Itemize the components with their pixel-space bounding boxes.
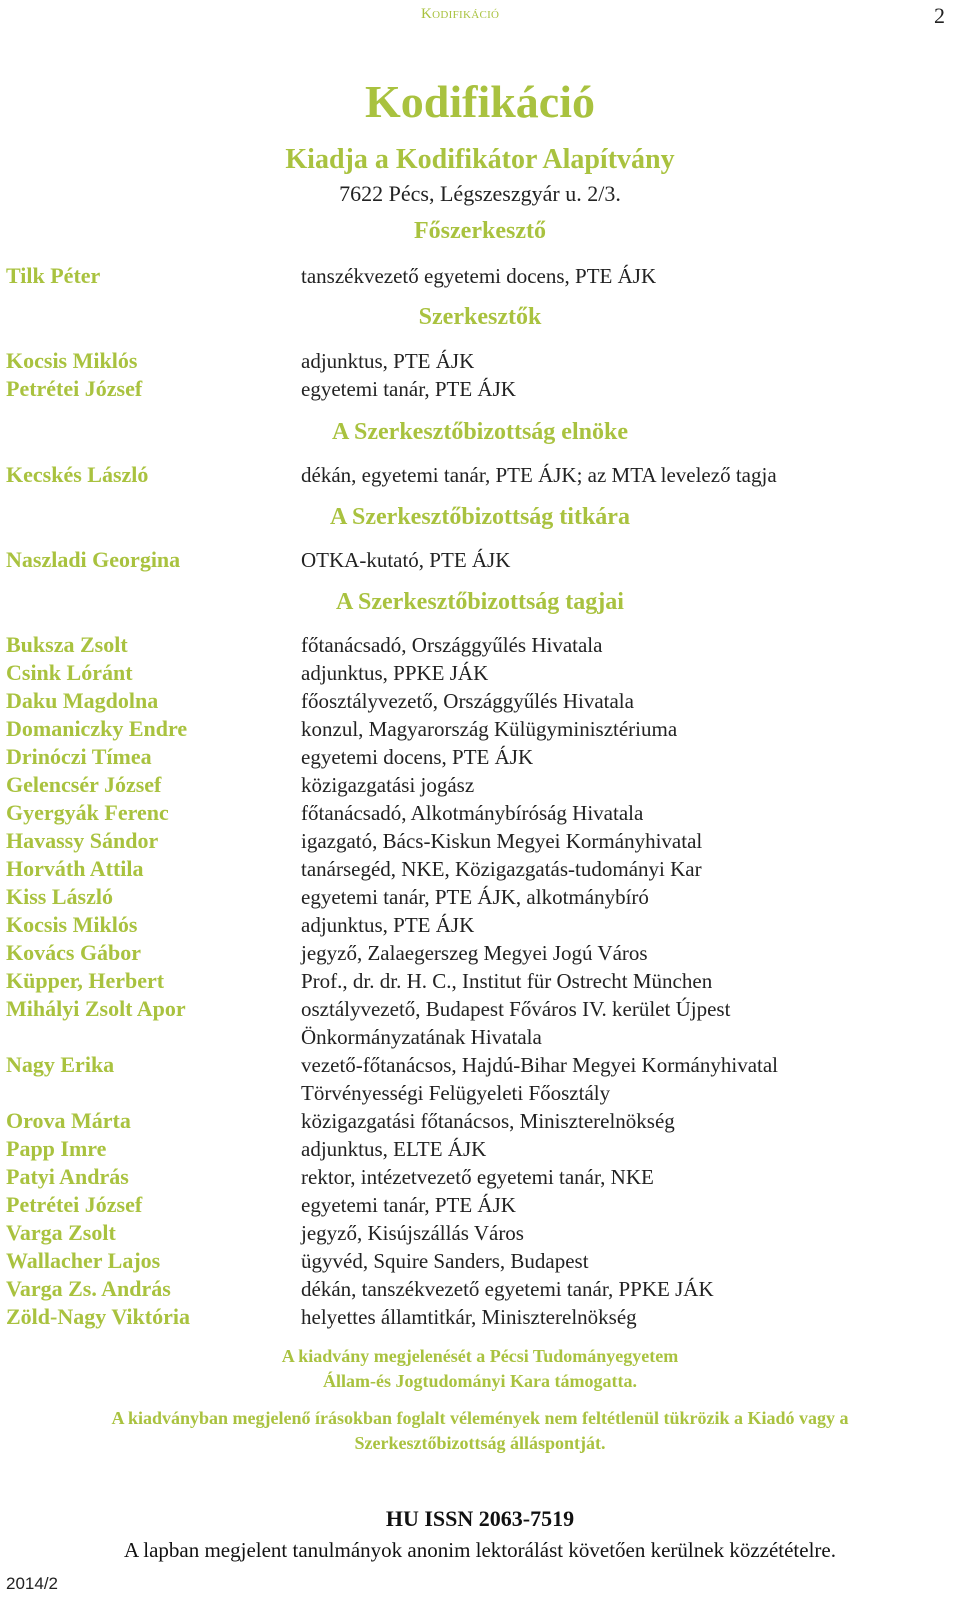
disclaimer [0,1406,960,1456]
member-role: közigazgatási jogász [301,773,475,797]
member-role: helyettes államtitkár, Miniszterelnökség [301,1305,637,1329]
member-role: igazgató, Bács-Kiskun Megyei Kormányhivatal [301,829,703,853]
member-name: Papp Imre [6,1136,107,1161]
member-role: főtanácsadó, Országgyűlés Hivatala [301,633,603,657]
disclaimer-line: A kiadványban megjelenő írásokban foglalt vélemények nem feltétlenül tükrözik a Kiadó vagy a [111,1408,849,1428]
member-role: egyetemi tanár, PTE ÁJK [301,1193,516,1217]
member-name: Mihályi Zsolt Apor [6,996,186,1021]
support-line: A kiadvány megjelenését a Pécsi Tudományegyetem [281,1346,679,1366]
editor-in-chief-name: Tilk Péter [6,263,101,288]
issn: HU ISSN 2063-7519 [385,1506,575,1531]
editor-name: Petrétei József [6,376,143,401]
member-role-continued: Törvényességi Felügyeleti Főosztály [301,1081,611,1105]
publisher-line: Kiadja a Kodifikátor Alapítvány [285,144,675,175]
member-role: egyetemi tanár, PTE ÁJK, alkotmánybíró [301,885,649,909]
member-role: tanársegéd, NKE, Közigazgatás-tudományi Kar [301,857,702,881]
review-note: A lapban megjelent tanulmányok anonim lektorálást követően kerülnek közzétételre. [123,1538,836,1562]
member-name: Patyi András [6,1164,129,1189]
member-role: vezető-főtanácsos, Hajdú-Bihar Megyei Kormányhivatal [301,1053,779,1077]
board-secretary-role: OTKA-kutató, PTE ÁJK [301,548,511,572]
member-name: Kiss László [6,884,113,909]
member-name: Domaniczky Endre [6,716,188,741]
member-role: jegyző, Kisújszállás Város [301,1221,524,1245]
editor-name: Kocsis Miklós [6,348,138,373]
publisher-address: 7622 Pécs, Légszeszgyár u. 2/3. [339,181,621,206]
editor-role: adjunktus, PTE ÁJK [301,349,475,373]
board-chair-name: Kecskés László [6,462,149,487]
editor-in-chief-role: tanszékvezető egyetemi docens, PTE ÁJK [301,264,657,288]
member-name: Horváth Attila [6,856,144,881]
heading-board-chair: A Szerkesztőbizottság elnöke [332,419,628,445]
support-note [0,1344,960,1394]
member-role: dékán, tanszékvezető egyetemi tanár, PPKE JÁK [301,1277,714,1301]
member-role: rektor, intézetvezető egyetemi tanár, NKE [301,1165,654,1189]
member-role: főtanácsadó, Alkotmánybíróság Hivatala [301,801,644,825]
member-name: Kocsis Miklós [6,912,138,937]
member-name: Kovács Gábor [6,940,142,965]
member-name: Gelencsér József [6,772,162,797]
member-role: ügyvéd, Squire Sanders, Budapest [301,1249,589,1273]
member-role: Prof., dr. dr. H. C., Institut für Ostrecht München [301,969,713,993]
member-role: adjunktus, ELTE ÁJK [301,1137,487,1161]
member-role: közigazgatási főtanácsos, Miniszterelnökség [301,1109,675,1133]
editor-role: egyetemi tanár, PTE ÁJK [301,377,516,401]
member-role: jegyző, Zalaegerszeg Megyei Jogú Város [301,941,648,965]
heading-editors: Szerkesztők [418,304,542,330]
member-name: Gyergyák Ferenc [6,800,169,825]
member-name: Zöld-Nagy Viktória [6,1304,190,1329]
member-role: osztályvezető, Budapest Főváros IV. kerület Újpest [301,997,731,1021]
heading-editor-in-chief: Főszerkesztő [414,218,546,244]
board-chair-role: dékán, egyetemi tanár, PTE ÁJK; az MTA levelező tagja [301,463,777,487]
board-secretary-name: Naszladi Georgina [6,547,181,572]
journal-title: Kodifikáció [364,76,596,127]
member-name: Buksza Zsolt [6,632,128,657]
member-name: Varga Zsolt [6,1220,116,1245]
running-title-initial: K [421,6,433,22]
member-role-continued: Önkormányzatának Hivatala [301,1025,542,1049]
disclaimer-line: Szerkesztőbizottság álláspontját. [354,1433,606,1453]
member-name: Orova Márta [6,1108,131,1133]
member-name: Küpper, Herbert [6,968,165,993]
member-name: Havassy Sándor [6,828,159,853]
member-name: Csink Lóránt [6,660,133,685]
running-title-rest: ODIFIKÁCIÓ [432,9,500,21]
page-number: 2 [934,3,945,28]
member-name: Wallacher Lajos [6,1248,161,1273]
member-name: Drinóczi Tímea [6,744,152,769]
member-name: Nagy Erika [6,1052,115,1077]
member-name: Varga Zs. András [6,1276,171,1301]
member-role: főosztályvezető, Országgyűlés Hivatala [301,689,634,713]
member-role: egyetemi docens, PTE ÁJK [301,745,534,769]
heading-board-secretary: A Szerkesztőbizottság titkára [330,504,630,530]
member-name: Daku Magdolna [6,688,159,713]
running-header [421,6,499,23]
member-name: Petrétei József [6,1192,143,1217]
heading-board-members: A Szerkesztőbizottság tagjai [336,589,624,615]
support-line: Állam-és Jogtudományi Kara támogatta. [323,1371,637,1391]
member-role: adjunktus, PTE ÁJK [301,913,475,937]
issue-number: 2014/2 [6,1574,58,1593]
member-role: konzul, Magyarország Külügyminisztériuma [301,717,678,741]
member-role: adjunktus, PPKE JÁK [301,661,489,685]
